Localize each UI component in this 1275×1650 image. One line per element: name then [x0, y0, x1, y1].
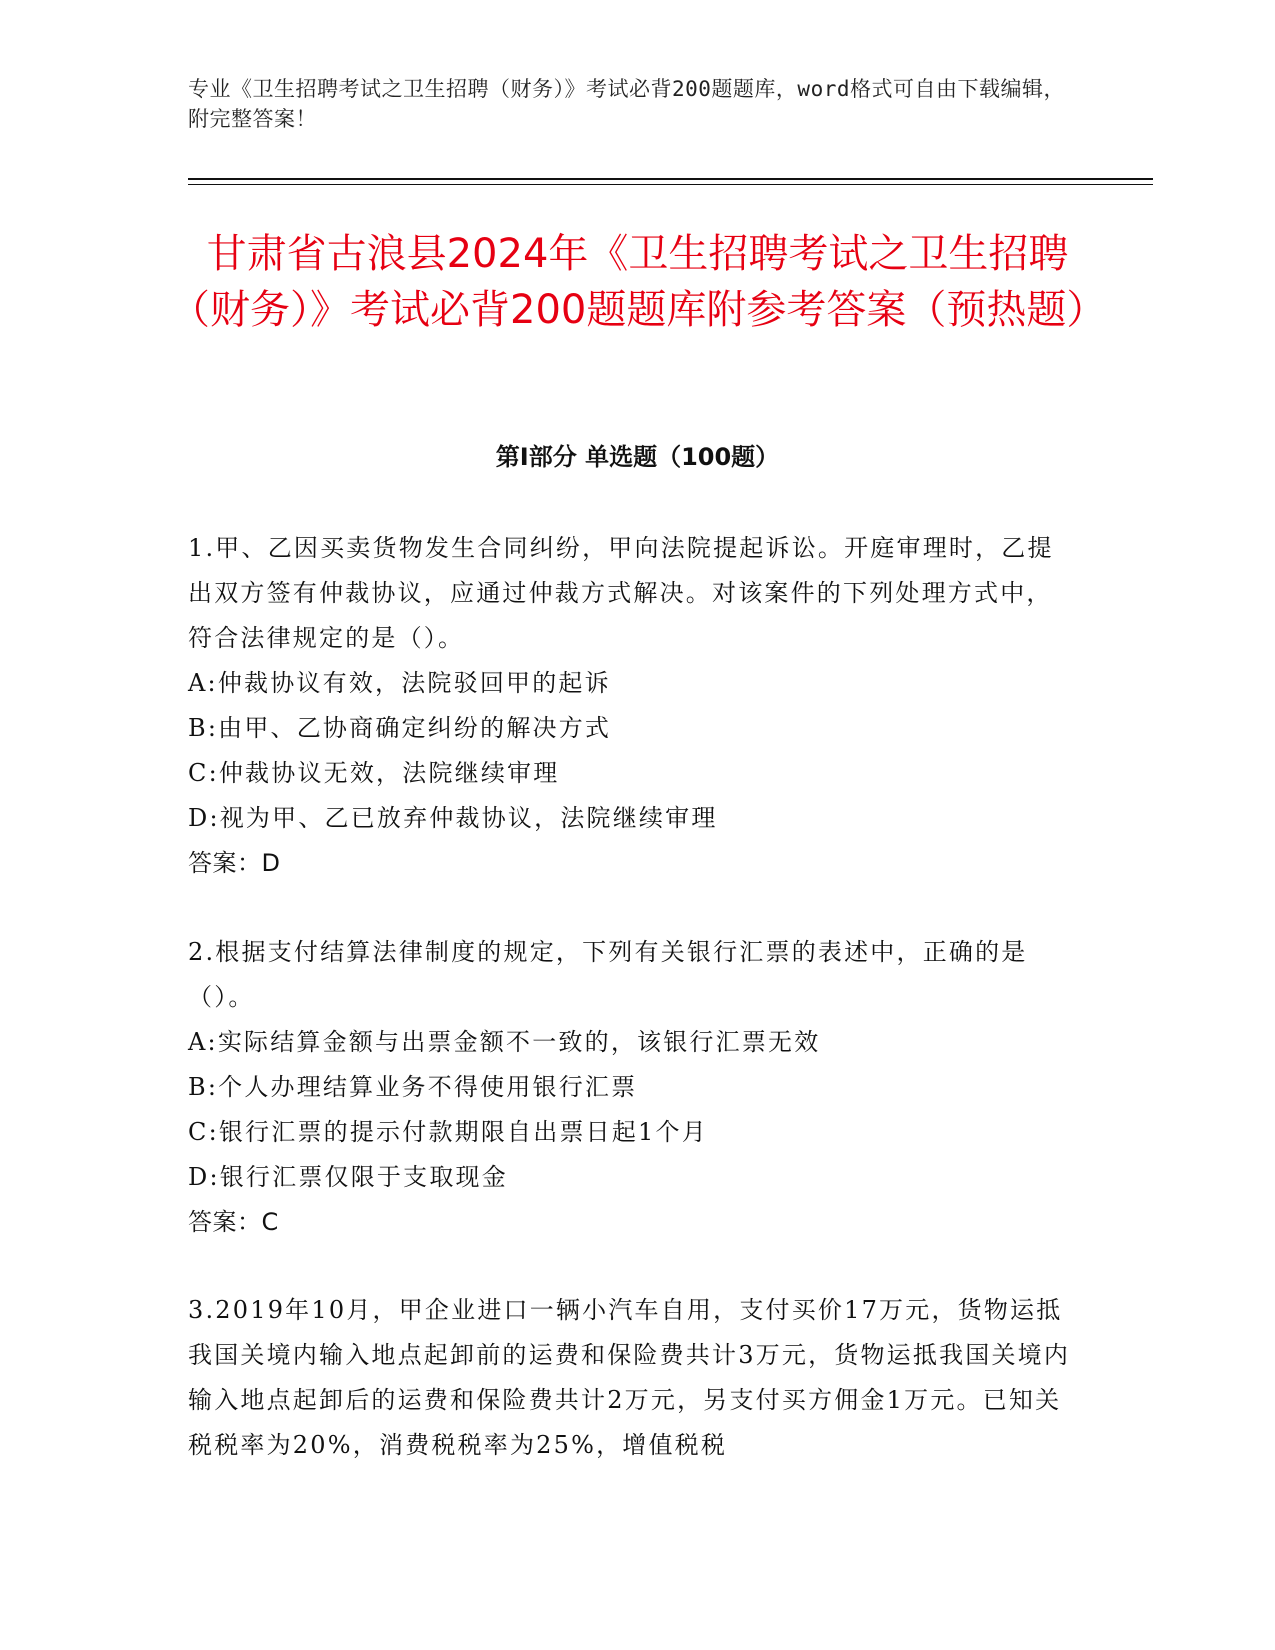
document-title: 甘肃省古浪县2024年《卫生招聘考试之卫生招聘（财务）》考试必背200题题库附参考答案（预热题）	[170, 231, 1107, 333]
section-heading: 第Ⅰ部分 单选题（100题）	[495, 443, 780, 471]
header-divider-thick	[188, 178, 1153, 180]
question-1	[188, 526, 1073, 886]
option-b: B:由甲、乙协商确定纠纷的解决方式	[188, 714, 612, 742]
option-d: D:银行汇票仅限于支取现金	[188, 1163, 508, 1191]
option-c: C:仲裁协议无效，法院继续审理	[188, 759, 560, 787]
header-note: 专业《卫生招聘考试之卫生招聘（财务）》考试必背200题题库，word格式可自由下载编辑，附完整答案！	[188, 77, 1065, 131]
option-a: A:实际结算金额与出票金额不一致的，该银行汇票无效	[188, 1028, 821, 1056]
answer: 答案：C	[188, 1208, 279, 1236]
option-a: A:仲裁协议有效，法院驳回甲的起诉	[188, 669, 611, 697]
option-d: D:视为甲、乙已放弃仲裁协议，法院继续审理	[188, 804, 718, 832]
question-stem: 1.甲、乙因买卖货物发生合同纠纷，甲向法院提起诉讼。开庭审理时，乙提出双方签有仲裁协议，应通过仲裁方式解决。对该案件的下列处理方式中，符合法律规定的是（）。	[188, 534, 1054, 652]
question-stem: 3.2019年10月，甲企业进口一辆小汽车自用，支付买价17万元，货物运抵我国关境内输入地点起卸前的运费和保险费共计3万元，货物运抵我国关境内输入地点起卸后的运费和保险费共计2万元，另支付买方佣金1万元。已知关税税率为20%，消费税税率为25%，增值税税	[188, 1296, 1071, 1459]
header-divider-thin	[188, 184, 1153, 185]
option-c: C:银行汇票的提示付款期限自出票日起1个月	[188, 1118, 708, 1146]
answer: 答案：D	[188, 849, 281, 877]
question-2	[188, 930, 1073, 1245]
question-stem: 2.根据支付结算法律制度的规定，下列有关银行汇票的表述中，正确的是（）。	[188, 938, 1028, 1011]
option-b: B:个人办理结算业务不得使用银行汇票	[188, 1073, 638, 1101]
question-3	[188, 1288, 1073, 1468]
